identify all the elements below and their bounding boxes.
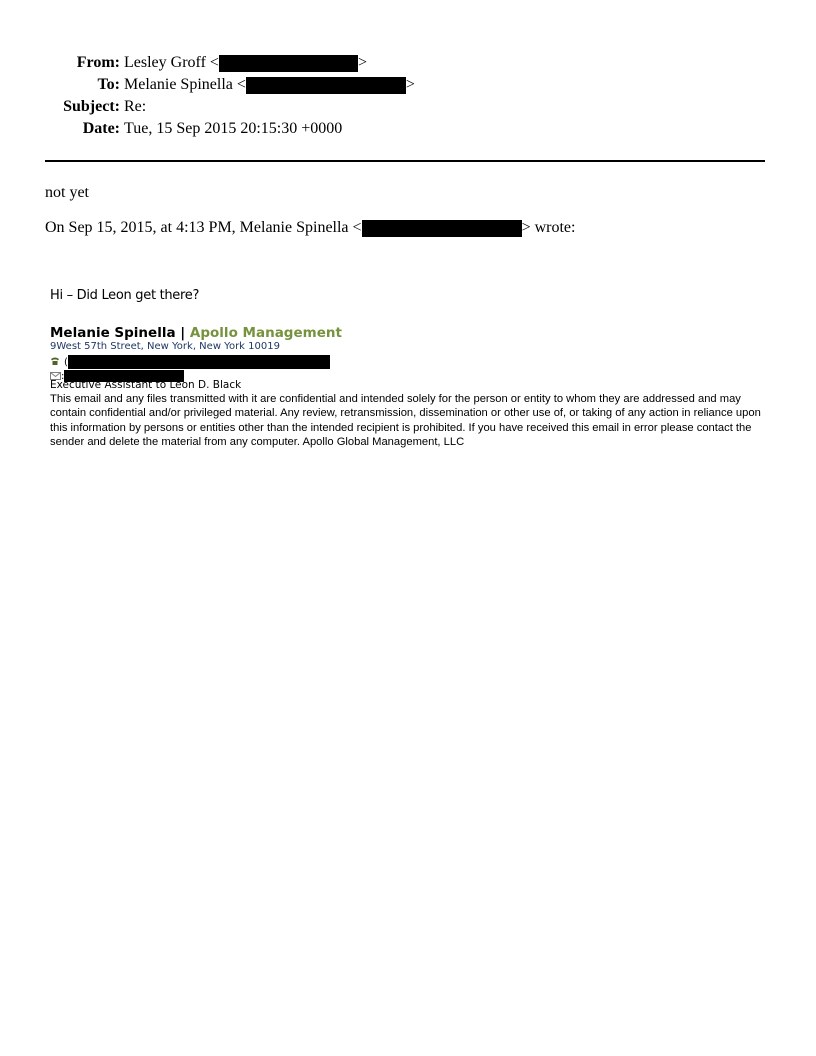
quote-intro-suffix: > wrote: <box>521 219 576 236</box>
reply-text: not yet <box>45 184 89 201</box>
angle-close: > <box>357 54 367 71</box>
to-name: Melanie Spinella <box>124 76 233 93</box>
from-name: Lesley Groff <box>124 54 206 71</box>
signature-company: Apollo Management <box>189 325 342 341</box>
signature-name-line <box>50 324 342 342</box>
redaction-bar <box>219 55 358 72</box>
date-value: Tue, 15 Sep 2015 20:15:30 +0000 <box>124 120 343 137</box>
signature-title: Executive Assistant to Leon D. Black <box>50 379 242 391</box>
subject-label: Subject: <box>63 98 120 115</box>
signature-email-line <box>50 367 184 382</box>
signature-name: Melanie Spinella <box>50 325 176 341</box>
redaction-bar <box>362 220 522 237</box>
from-label: From: <box>76 54 120 71</box>
quote-intro <box>45 218 575 238</box>
signature-address: 9West 57th Street, New York, New York 10019 <box>50 341 280 352</box>
from-value <box>124 53 367 73</box>
confidentiality-disclaimer: This email and any files transmitted with it are confidential and intended solely for the person or entity to whom they are addressed and may contain confidential and/or privileged material. Any review, retransmission, dissemination or other use of, or taking of any action in reliance upon this information by persons or entities other than the intended recipient is prohibited. If you have received this email in error please contact the sender and delete the material from any computer. Apollo Global Management, LLC <box>50 393 761 449</box>
angle-close: > <box>405 76 415 93</box>
phone-prefix: ( <box>64 356 68 368</box>
angle-open: < <box>209 54 219 71</box>
angle-open: < <box>236 76 246 93</box>
header-divider <box>45 160 765 162</box>
signature-phone-line <box>50 353 330 367</box>
to-value <box>124 75 415 95</box>
to-label: To: <box>97 76 120 93</box>
subject-value: Re: <box>124 98 147 115</box>
quote-intro-prefix: On Sep 15, 2015, at 4:13 PM, Melanie Spinella < <box>45 219 362 236</box>
redaction-bar <box>246 77 406 94</box>
signature-separator: | <box>175 325 190 341</box>
email-prefix: : <box>61 370 65 382</box>
quoted-greeting: Hi – Did Leon get there? <box>50 288 200 303</box>
date-label: Date: <box>82 120 120 137</box>
